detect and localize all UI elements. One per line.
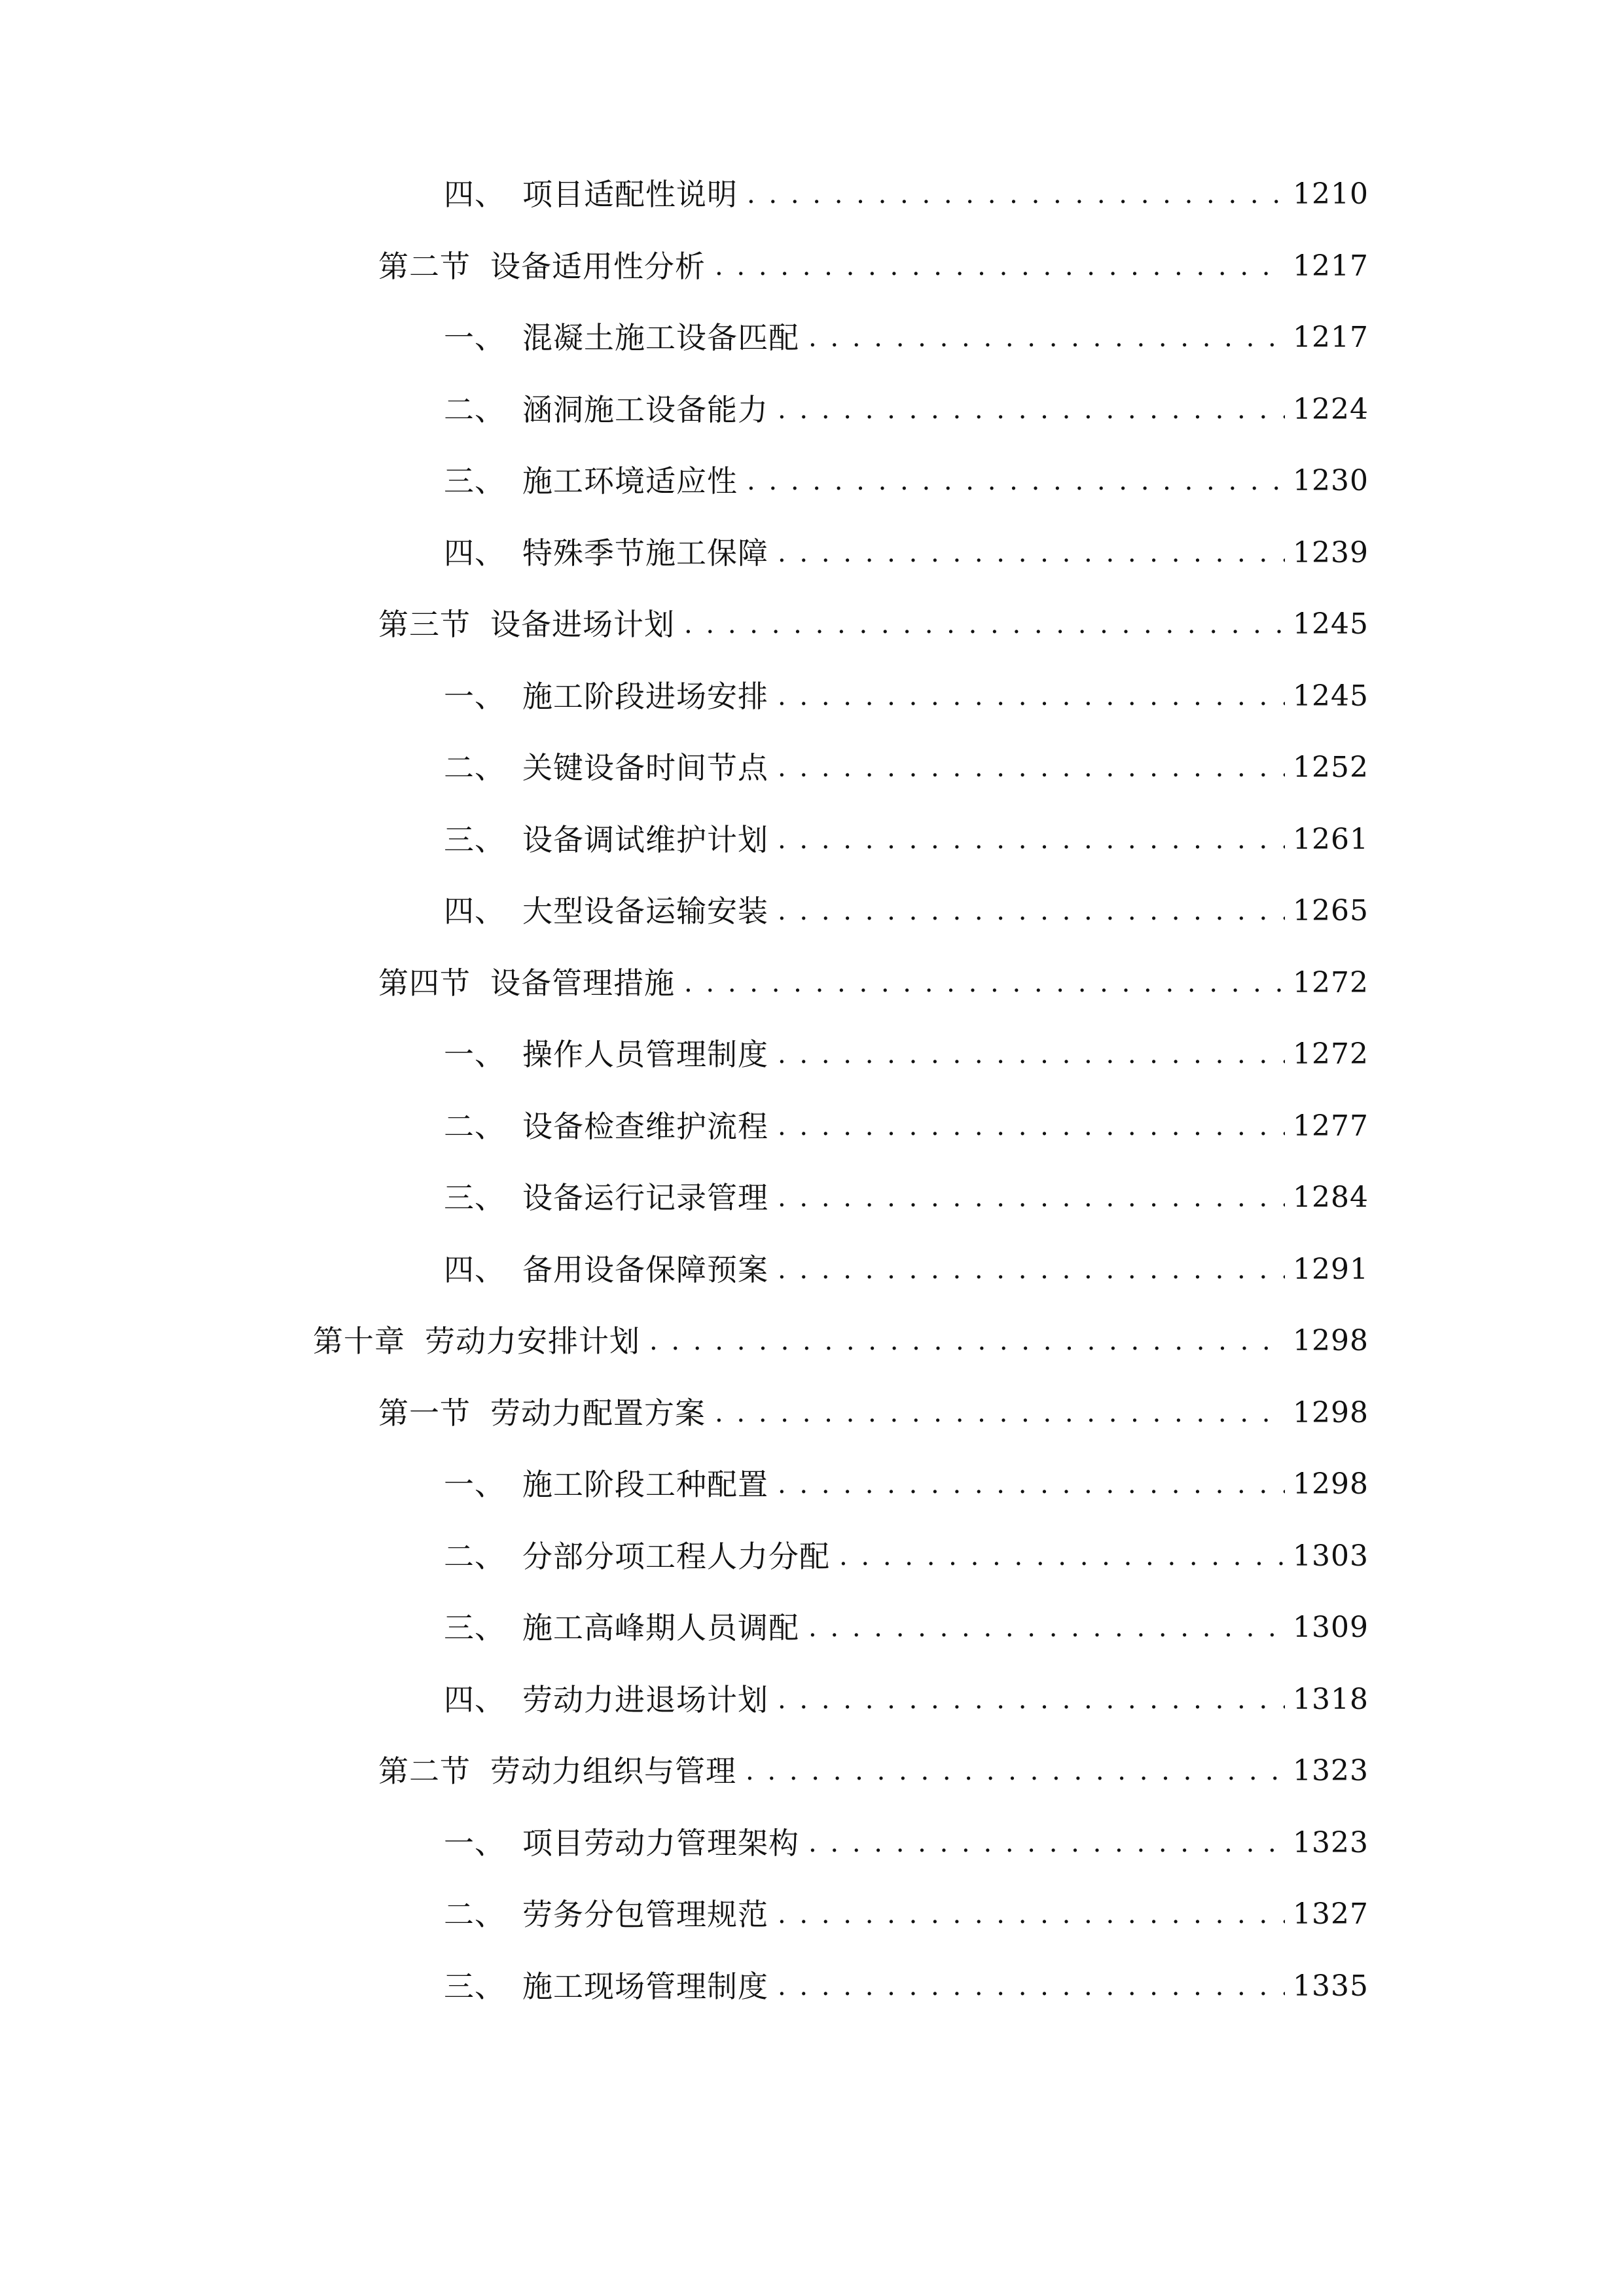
toc-entry-prefix: 二、: [444, 1538, 505, 1574]
toc-entry-prefix: 第四节: [378, 965, 471, 1001]
toc-entry-page-number: 1217: [1293, 249, 1369, 283]
toc-dot-leader: [808, 1605, 1285, 1651]
toc-entry[interactable]: [444, 1677, 1369, 1723]
toc-entry-prefix: 二、: [444, 750, 505, 785]
toc-entry[interactable]: [444, 1964, 1369, 2009]
toc-entry[interactable]: [444, 1462, 1369, 1507]
toc-entry[interactable]: [378, 601, 1369, 647]
toc-entry-page-number: 1298: [1293, 1395, 1369, 1429]
toc-entry-page-number: 1245: [1293, 679, 1369, 713]
toc-entry-prefix: 第二节: [378, 248, 471, 284]
toc-entry-prefix: 三、: [444, 463, 505, 499]
toc-entry-title: 劳动力进退场计划: [522, 1681, 768, 1717]
toc-dot-leader: [778, 745, 1285, 791]
toc-entry-title: 设备运行记录管理: [522, 1180, 768, 1215]
toc-entry-prefix: 三、: [444, 821, 505, 857]
toc-entry-title: 施工现场管理制度: [522, 1968, 768, 2004]
toc-dot-leader: [778, 530, 1285, 576]
toc-entry-page-number: 1335: [1293, 1969, 1369, 2003]
toc-dot-leader: [684, 960, 1285, 1006]
toc-entry-page-number: 1303: [1293, 1539, 1369, 1573]
toc-entry-page-number: 1272: [1293, 965, 1369, 999]
toc-entry[interactable]: [444, 1892, 1369, 1937]
toc-entry-prefix: 一、: [444, 1467, 505, 1502]
toc-entry-page-number: 1224: [1293, 392, 1369, 426]
toc-entry-title: 大型设备运输安装: [522, 893, 768, 929]
toc-entry-prefix: 一、: [444, 320, 505, 355]
toc-dot-leader: [778, 1175, 1285, 1221]
toc-dot-leader: [778, 1031, 1285, 1077]
toc-dot-leader: [778, 387, 1285, 433]
toc-entry-page-number: 1323: [1293, 1754, 1369, 1787]
toc-dot-leader: [778, 1677, 1285, 1723]
toc-dot-leader: [778, 888, 1285, 934]
toc-entry-page-number: 1265: [1293, 894, 1369, 927]
toc-entry-prefix: 三、: [444, 1968, 505, 2004]
toc-entry-page-number: 1230: [1293, 464, 1369, 497]
toc-entry[interactable]: [444, 387, 1369, 433]
toc-dot-leader: [778, 817, 1285, 863]
toc-dot-leader: [747, 458, 1285, 504]
toc-entry-prefix: 第一节: [378, 1395, 471, 1431]
toc-entry-page-number: 1252: [1293, 751, 1369, 784]
toc-entry[interactable]: [444, 888, 1369, 934]
toc-entry[interactable]: [378, 1748, 1369, 1794]
toc-entry-prefix: 一、: [444, 1825, 505, 1861]
toc-entry[interactable]: [444, 1534, 1369, 1579]
toc-entry-title: 特殊季节施工保障: [522, 535, 768, 571]
toc-dot-leader: [808, 1820, 1285, 1866]
toc-entry-prefix: 一、: [444, 1037, 505, 1072]
toc-dot-leader: [778, 1103, 1285, 1149]
toc-dot-leader: [746, 1748, 1285, 1794]
toc-dot-leader: [715, 1390, 1285, 1436]
toc-entry-title: 备用设备保障预案: [522, 1251, 768, 1287]
toc-entry-page-number: 1298: [1293, 1467, 1369, 1501]
toc-entry-title: 项目适配性说明: [522, 177, 738, 212]
toc-entry[interactable]: [444, 458, 1369, 504]
toc-entry-page-number: 1277: [1293, 1109, 1369, 1143]
toc-entry-prefix: 三、: [444, 1610, 505, 1645]
toc-entry-prefix: 四、: [444, 893, 505, 929]
toc-dot-leader: [778, 673, 1285, 719]
toc-entry-prefix: 三、: [444, 1180, 505, 1215]
toc-entry-page-number: 1261: [1293, 822, 1369, 856]
toc-entry[interactable]: [444, 315, 1369, 361]
toc-entry[interactable]: [444, 1175, 1369, 1221]
toc-entry-prefix: 四、: [444, 177, 505, 212]
toc-dot-leader: [778, 1247, 1285, 1293]
toc-entry-title: 施工阶段工种配置: [522, 1467, 768, 1502]
toc-entry[interactable]: [378, 960, 1369, 1006]
toc-entry-page-number: 1298: [1293, 1324, 1369, 1357]
toc-entry[interactable]: [378, 1390, 1369, 1436]
toc-entry-prefix: 四、: [444, 535, 505, 571]
toc-dot-leader: [808, 315, 1285, 361]
toc-entry-page-number: 1327: [1293, 1897, 1369, 1931]
toc-entry-page-number: 1239: [1293, 535, 1369, 569]
toc-entry[interactable]: [444, 171, 1369, 217]
toc-entry-page-number: 1245: [1293, 607, 1369, 641]
toc-entry-title: 设备适用性分析: [490, 248, 706, 284]
toc-entry-title: 施工高峰期人员调配: [522, 1610, 799, 1645]
toc-entry[interactable]: [444, 817, 1369, 863]
toc-entry-title: 设备调试维护计划: [522, 821, 768, 857]
toc-entry-page-number: 1272: [1293, 1037, 1369, 1071]
toc-entry[interactable]: [444, 1031, 1369, 1077]
toc-entry-title: 劳动力组织与管理: [490, 1753, 736, 1789]
toc-entry-title: 劳务分包管理规范: [522, 1897, 768, 1932]
toc-entry[interactable]: [444, 1247, 1369, 1293]
toc-entry-page-number: 1284: [1293, 1181, 1369, 1214]
toc-entry-title: 劳动力配置方案: [490, 1395, 706, 1431]
toc-entry-page-number: 1309: [1293, 1611, 1369, 1644]
toc-entry-title: 设备进场计划: [490, 607, 675, 642]
toc-entry-prefix: 第十章: [313, 1323, 405, 1359]
toc-dot-leader: [715, 243, 1285, 289]
toc-dot-leader: [649, 1318, 1285, 1364]
toc-entry-prefix: 二、: [444, 391, 505, 427]
toc-entry-title: 关键设备时间节点: [522, 750, 768, 785]
toc-entry[interactable]: [444, 1605, 1369, 1651]
toc-entry-title: 分部分项工程人力分配: [522, 1538, 830, 1574]
toc-entry-title: 涵洞施工设备能力: [522, 391, 768, 427]
toc-entry[interactable]: [444, 530, 1369, 576]
toc-entry-prefix: 第二节: [378, 1753, 471, 1789]
toc-dot-leader: [747, 171, 1285, 217]
toc-dot-leader: [778, 1892, 1285, 1937]
toc-entry-page-number: 1323: [1293, 1825, 1369, 1859]
toc-dot-leader: [684, 601, 1285, 647]
toc-entry[interactable]: [378, 243, 1369, 289]
toc-dot-leader: [839, 1534, 1285, 1579]
toc-entry-prefix: 四、: [444, 1681, 505, 1717]
toc-entry-prefix: 四、: [444, 1251, 505, 1287]
toc-entry[interactable]: [444, 1820, 1369, 1866]
toc-entry-title: 操作人员管理制度: [522, 1037, 768, 1072]
toc-dot-leader: [778, 1964, 1285, 2009]
toc-entry-prefix: 一、: [444, 678, 505, 714]
toc-dot-leader: [778, 1462, 1285, 1507]
toc-entry-title: 施工环境适应性: [522, 463, 738, 499]
toc-entry-page-number: 1217: [1293, 321, 1369, 354]
toc-entry-title: 设备检查维护流程: [522, 1108, 768, 1144]
toc-entry-title: 劳动力安排计划: [425, 1323, 640, 1359]
toc-entry-prefix: 二、: [444, 1108, 505, 1144]
toc-entry[interactable]: [444, 745, 1369, 791]
toc-entry-title: 施工阶段进场安排: [522, 678, 768, 714]
toc-entry-title: 混凝土施工设备匹配: [522, 320, 799, 355]
toc-entry-title: 设备管理措施: [490, 965, 675, 1001]
toc-entry[interactable]: [444, 673, 1369, 719]
toc-entry-title: 项目劳动力管理架构: [522, 1825, 799, 1861]
toc-entry-prefix: 第三节: [378, 607, 471, 642]
toc-entry[interactable]: [444, 1103, 1369, 1149]
toc-entry-page-number: 1318: [1293, 1682, 1369, 1716]
toc-entry[interactable]: [313, 1318, 1369, 1364]
toc-entry-prefix: 二、: [444, 1897, 505, 1932]
toc-entry-page-number: 1210: [1293, 177, 1369, 211]
toc-entry-page-number: 1291: [1293, 1252, 1369, 1286]
